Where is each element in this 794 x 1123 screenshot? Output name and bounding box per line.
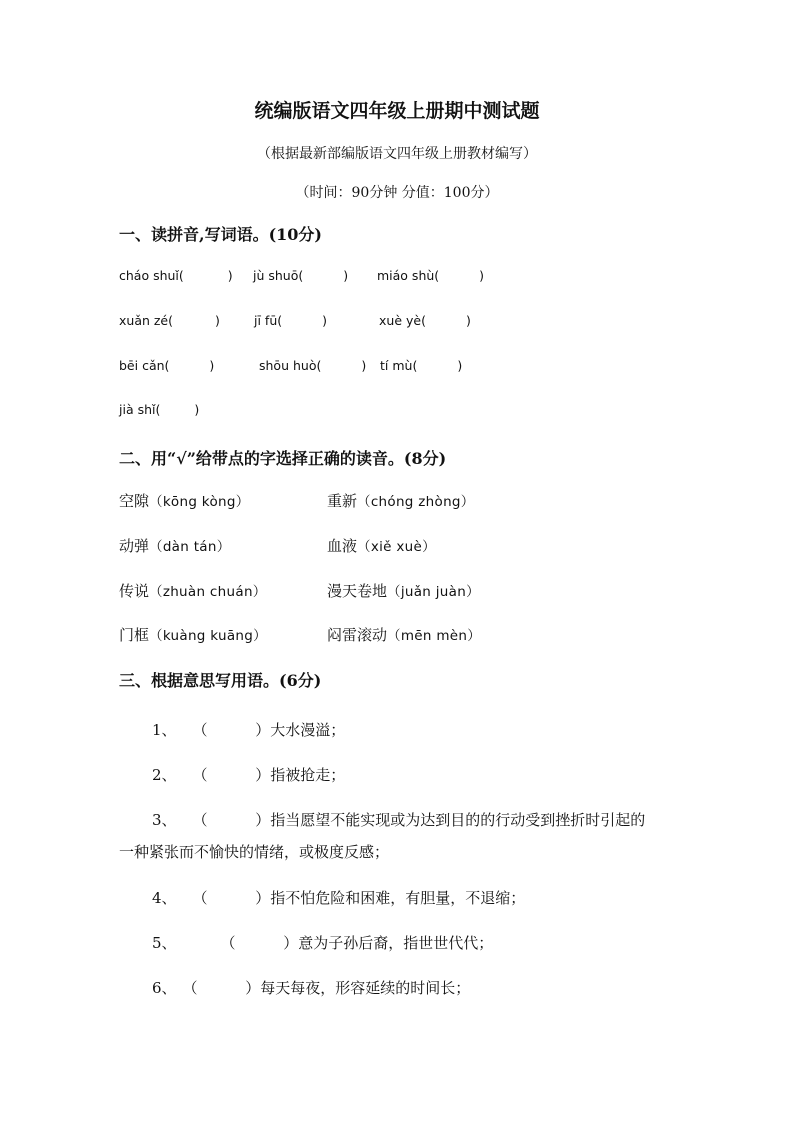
definition-item: 2、 （ ）指被抢走； (152, 766, 346, 784)
definition-item: 3、 （ ）指当愿望不能实现或为达到目的的行动受到挫折时引起的 (152, 811, 646, 829)
pinyin-item: xuè yè( ) (379, 313, 471, 328)
section-1-heading: 一、读拼音,写词语。(10分) (119, 225, 322, 244)
reading-item: 门框（kuàng kuāng） (119, 626, 267, 644)
page-title: 统编版语文四年级上册期中测试题 (254, 100, 540, 122)
pinyin-item: jù shuō( ) (253, 268, 349, 283)
section-3-heading: 三、根据意思写用语。(6分) (119, 671, 322, 690)
time-score-info: （时间：90分钟 分值：100分） (295, 185, 499, 201)
pinyin-item: shōu huò( ) (259, 358, 367, 373)
pinyin-item: cháo shuǐ( ) (119, 268, 233, 283)
definition-item: 6、 （ ）每天每夜，形容延续的时间长； (152, 979, 471, 997)
reading-item: 血液（xiě xuè） (327, 537, 436, 555)
definition-item: 5、 （ ）意为子孙后裔，指世世代代； (152, 934, 494, 952)
reading-item: 漫天卷地（juǎn juàn） (327, 582, 480, 600)
pinyin-item: jià shǐ( ) (119, 402, 200, 417)
definition-item-continuation: 一种紧张而不愉快的情绪，或极度反感； (119, 843, 390, 861)
pinyin-item: xuǎn zé( ) (119, 313, 220, 328)
reading-item: 空隙（kōng kòng） (119, 492, 250, 510)
definition-item: 1、 （ ）大水漫溢； (152, 721, 346, 739)
definition-item: 4、 （ ）指不怕危险和困难，有胆量，不退缩； (152, 889, 526, 907)
pinyin-item: tí mù( ) (380, 358, 463, 373)
reading-item: 闷雷滚动（mēn mèn） (327, 626, 482, 644)
pinyin-item: jī fū( ) (254, 313, 328, 328)
reading-item: 传说（zhuàn chuán） (119, 582, 267, 600)
pinyin-item: miáo shù( ) (377, 268, 485, 283)
page-subtitle: （根据最新部编版语文四年级上册教材编写） (257, 146, 537, 162)
section-2-heading: 二、用“√”给带点的字选择正确的读音。(8分) (119, 449, 447, 468)
reading-item: 重新（chóng zhòng） (327, 492, 475, 510)
reading-item: 动弹（dàn tán） (119, 537, 231, 555)
pinyin-item: bēi cǎn( ) (119, 358, 215, 373)
